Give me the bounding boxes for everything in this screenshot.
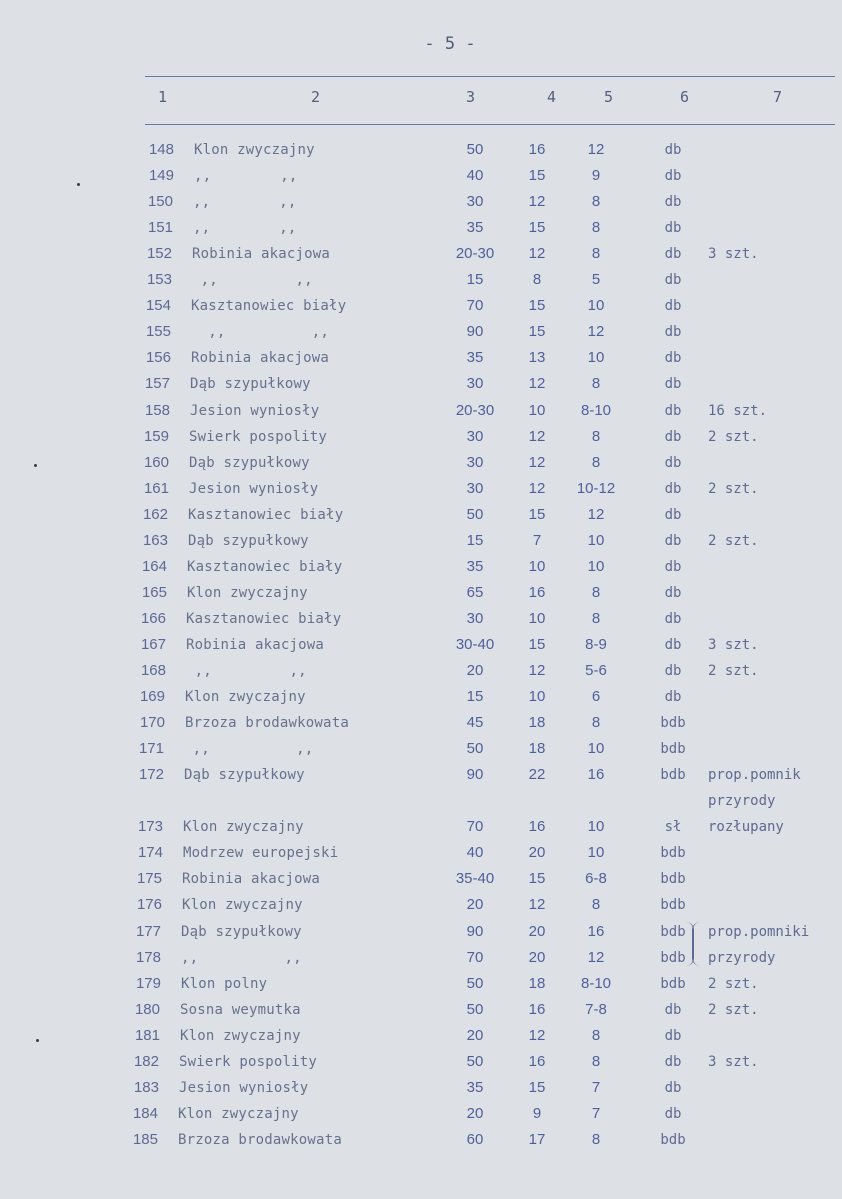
cell-c6: db (664, 402, 682, 419)
cell-c4: 13 (528, 349, 546, 367)
grouping-brace-right (692, 922, 701, 966)
cell-c6: db (664, 142, 682, 158)
table-row (0, 348, 842, 374)
cell-name: Dąb szypułkowy (189, 454, 310, 471)
table-row (0, 270, 842, 296)
table-row (0, 974, 842, 1000)
table-row (0, 1078, 842, 1104)
page-number: - 5 - (424, 34, 476, 54)
cell-c4: 15 (528, 635, 546, 653)
cell-name: Swierk pospolity (189, 428, 328, 445)
cell-c7: przyrody (708, 793, 776, 810)
cell-no: 181 (134, 1026, 160, 1044)
cell-c3: 70 (466, 297, 484, 315)
cell-no: 161 (143, 479, 169, 497)
column-header-7: 7 (773, 88, 783, 106)
table-row (0, 791, 842, 817)
cell-c3: 50 (466, 974, 484, 992)
cell-c3: 20 (466, 1026, 484, 1044)
cell-c4: 17 (528, 1130, 546, 1148)
cell-c4: 15 (528, 870, 546, 888)
cell-c5: 8 (591, 1026, 601, 1044)
cell-c4: 12 (528, 896, 546, 914)
cell-no: 166 (140, 609, 166, 627)
table-row (0, 218, 842, 244)
cell-no: 152 (146, 245, 172, 263)
cell-no: 184 (132, 1104, 158, 1122)
cell-c5: 5 (591, 271, 601, 289)
cell-c6: bdb (660, 949, 686, 966)
cell-c4: 20 (528, 844, 546, 862)
cell-c6: db (664, 506, 682, 523)
cell-c5: 8 (591, 219, 601, 237)
cell-name: Robinia akacjowa (191, 350, 330, 367)
cell-c6: bdb (660, 1131, 686, 1148)
cell-c7: przyrody (708, 949, 776, 966)
cell-name: ,, ,, (191, 324, 330, 341)
cell-c6: db (664, 246, 682, 263)
cell-c6: bdb (660, 897, 686, 914)
cell-no: 165 (141, 583, 167, 601)
cell-c5: 10-12 (576, 479, 616, 497)
cell-name: ,, ,, (181, 949, 302, 966)
cell-c6: db (664, 428, 682, 445)
cell-c4: 15 (528, 323, 546, 341)
cell-c4: 8 (532, 271, 542, 289)
cell-c4: 12 (528, 479, 546, 497)
cell-name: Klon zwyczajny (187, 584, 308, 601)
cell-c3: 35-40 (455, 870, 495, 888)
cell-no: 182 (133, 1052, 159, 1070)
cell-c7: 2 szt. (708, 532, 759, 549)
cell-c5: 16 (587, 766, 605, 784)
cell-name: Robinia akacjowa (182, 871, 321, 888)
cell-name: Sosna weymutka (180, 1001, 301, 1018)
table-row (0, 817, 842, 843)
top-rule (145, 76, 835, 77)
paper-speck (77, 183, 80, 186)
cell-name: ,, ,, (194, 168, 298, 185)
cell-name: Robinia akacjowa (186, 636, 325, 653)
cell-c7: prop.pomnik (708, 767, 801, 784)
cell-c3: 20 (466, 896, 484, 914)
table-row (0, 687, 842, 713)
cell-c5: 6-8 (585, 870, 607, 888)
table-row (0, 322, 842, 348)
table-row (0, 635, 842, 661)
cell-c7: 2 szt. (708, 480, 759, 497)
cell-c7: rozłupany (708, 819, 784, 836)
cell-c4: 16 (528, 1052, 546, 1070)
cell-c3: 30 (466, 479, 484, 497)
table-row (0, 401, 842, 427)
table-row (0, 427, 842, 453)
table-row (0, 843, 842, 869)
cell-c6: db (664, 584, 682, 601)
cell-c4: 18 (528, 714, 546, 732)
cell-no: 176 (136, 896, 162, 914)
cell-name: Jesion wyniosły (190, 402, 320, 419)
cell-name: Jesion wyniosły (179, 1079, 309, 1096)
cell-c4: 15 (528, 297, 546, 315)
cell-c6: db (664, 168, 682, 185)
table-row (0, 192, 842, 218)
cell-c3: 50 (466, 740, 484, 758)
cell-name: Klon zwyczajny (178, 1105, 299, 1122)
header-rule (145, 124, 835, 125)
cell-c3: 50 (466, 1000, 484, 1018)
cell-c6: db (664, 1053, 682, 1070)
cell-c6: db (664, 194, 682, 211)
cell-c5: 8 (591, 193, 601, 211)
cell-c3: 30-40 (455, 635, 495, 653)
cell-c3: 70 (466, 818, 484, 836)
cell-c4: 10 (528, 401, 546, 419)
cell-c3: 40 (466, 167, 484, 185)
cell-c5: 12 (587, 141, 605, 158)
cell-no: 168 (140, 662, 166, 679)
cell-no: 183 (133, 1078, 159, 1096)
cell-name: Dąb szypułkowy (184, 767, 305, 784)
cell-no: 151 (147, 219, 173, 237)
cell-c6: bdb (660, 741, 686, 758)
cell-no: 153 (146, 271, 172, 289)
cell-c3: 20 (466, 662, 484, 679)
table-row (0, 557, 842, 583)
cell-no: 179 (135, 974, 161, 992)
cell-c6: db (664, 272, 682, 289)
cell-c6: db (664, 376, 682, 393)
cell-name: Klon zwyczajny (180, 1027, 301, 1044)
cell-c7: 16 szt. (708, 402, 768, 419)
paper-speck (36, 1039, 39, 1042)
cell-c6: db (664, 324, 682, 341)
column-header-1: 1 (158, 88, 168, 106)
column-header-2: 2 (311, 88, 321, 106)
cell-c6: db (664, 558, 682, 575)
cell-c5: 8 (591, 427, 601, 445)
table-row (0, 765, 842, 791)
cell-c5: 8 (591, 375, 601, 393)
cell-c5: 12 (587, 505, 605, 523)
cell-name: Klon zwyczajny (194, 142, 315, 158)
cell-c5: 8 (591, 583, 601, 601)
cell-c3: 30 (466, 427, 484, 445)
table-row (0, 583, 842, 609)
cell-c5: 10 (587, 349, 605, 367)
cell-c6: bdb (660, 767, 686, 784)
table-row (0, 140, 842, 166)
cell-no: 178 (135, 948, 161, 966)
cell-c4: 16 (528, 818, 546, 836)
cell-c3: 45 (466, 714, 484, 732)
cell-c6: db (664, 454, 682, 471)
cell-c5: 7-8 (585, 1000, 607, 1018)
cell-c4: 12 (528, 1026, 546, 1044)
cell-c5: 6 (591, 688, 601, 706)
cell-name: Dąb szypułkowy (181, 923, 302, 940)
column-header-5: 5 (604, 88, 614, 106)
cell-c6: db (664, 1027, 682, 1044)
cell-c4: 15 (528, 219, 546, 237)
cell-c7: 2 szt. (708, 663, 759, 679)
cell-name: Kasztanowiec biały (188, 506, 344, 523)
cell-c4: 10 (528, 688, 546, 706)
cell-no: 163 (142, 531, 168, 549)
table-row (0, 479, 842, 505)
cell-c4: 15 (528, 505, 546, 523)
cell-c4: 12 (528, 193, 546, 211)
cell-no: 158 (144, 401, 170, 419)
cell-c5: 10 (587, 844, 605, 862)
cell-c3: 90 (466, 922, 484, 940)
cell-c6: db (664, 663, 682, 679)
cell-name: Kasztanowiec biały (187, 558, 343, 575)
cell-c6: db (664, 1105, 682, 1122)
table-row (0, 869, 842, 895)
cell-c5: 8 (591, 1130, 601, 1148)
table-row (0, 739, 842, 765)
cell-c5: 8-10 (580, 974, 612, 992)
cell-name: Modrzew europejski (183, 845, 339, 862)
cell-c3: 40 (466, 844, 484, 862)
cell-no: 172 (138, 766, 164, 784)
cell-c3: 90 (466, 766, 484, 784)
cell-no: 150 (147, 193, 173, 211)
cell-c6: db (664, 480, 682, 497)
table-row (0, 1026, 842, 1052)
cell-c3: 15 (466, 688, 484, 706)
cell-c6: bdb (660, 845, 686, 862)
cell-c3: 20-30 (455, 245, 495, 263)
cell-name: Dąb szypułkowy (190, 376, 311, 393)
table-row (0, 922, 842, 948)
cell-c3: 50 (466, 1052, 484, 1070)
cell-c3: 30 (466, 453, 484, 471)
cell-name: Klon polny (181, 975, 268, 992)
cell-no: 175 (136, 870, 162, 888)
cell-c5: 7 (591, 1104, 601, 1122)
cell-c3: 20-30 (455, 401, 495, 419)
cell-c3: 50 (466, 505, 484, 523)
cell-c5: 8 (591, 609, 601, 627)
cell-name: ,, ,, (193, 220, 297, 237)
cell-no: 171 (138, 740, 164, 758)
cell-c3: 65 (466, 583, 484, 601)
cell-no: 149 (148, 167, 174, 185)
cell-c3: 35 (466, 219, 484, 237)
cell-c5: 8 (591, 714, 601, 732)
cell-c4: 12 (528, 453, 546, 471)
cell-no: 155 (145, 323, 171, 341)
cell-no: 173 (137, 818, 163, 836)
cell-c4: 10 (528, 557, 546, 575)
cell-c4: 12 (528, 375, 546, 393)
cell-name: ,, ,, (193, 194, 297, 211)
cell-c6: db (664, 1001, 682, 1018)
cell-c3: 30 (466, 375, 484, 393)
table-row (0, 166, 842, 192)
table-row (0, 895, 842, 921)
cell-name: ,, ,, (192, 272, 313, 289)
table-row (0, 453, 842, 479)
cell-c5: 9 (591, 167, 601, 185)
cell-c7: 2 szt. (708, 975, 759, 992)
cell-name: Brzoza brodawkowata (178, 1131, 342, 1148)
cell-name: Robinia akacjowa (192, 246, 331, 263)
cell-c3: 30 (466, 609, 484, 627)
table-row (0, 374, 842, 400)
cell-name: Klon zwyczajny (182, 897, 303, 914)
cell-c7: 3 szt. (708, 636, 759, 653)
cell-c6: db (664, 350, 682, 367)
table-row (0, 609, 842, 635)
cell-c4: 10 (528, 609, 546, 627)
cell-c4: 16 (528, 583, 546, 601)
cell-c4: 7 (532, 531, 542, 549)
cell-c7: 2 szt. (708, 428, 759, 445)
cell-c3: 30 (466, 193, 484, 211)
cell-c4: 20 (528, 948, 546, 966)
cell-c6: bdb (660, 975, 686, 992)
cell-no: 169 (139, 688, 165, 706)
cell-no: 160 (143, 453, 169, 471)
cell-c4: 22 (528, 766, 546, 784)
cell-no: 148 (148, 141, 174, 158)
cell-c4: 12 (528, 662, 546, 679)
cell-no: 157 (144, 375, 170, 393)
cell-c4: 15 (528, 167, 546, 185)
table-row (0, 1130, 842, 1156)
table-row (0, 505, 842, 531)
cell-no: 159 (143, 427, 169, 445)
cell-c4: 15 (528, 1078, 546, 1096)
cell-c3: 15 (466, 531, 484, 549)
cell-c5: 7 (591, 1078, 601, 1096)
cell-no: 167 (140, 635, 166, 653)
cell-c6: db (664, 1079, 682, 1096)
cell-c6: db (664, 220, 682, 237)
cell-no: 185 (132, 1130, 158, 1148)
cell-c3: 35 (466, 349, 484, 367)
cell-c6: db (664, 636, 682, 653)
cell-no: 164 (141, 557, 167, 575)
cell-name: Dąb szypułkowy (188, 532, 309, 549)
cell-c3: 20 (466, 1104, 484, 1122)
cell-c5: 12 (587, 948, 605, 966)
cell-no: 170 (139, 714, 165, 732)
cell-c5: 8 (591, 453, 601, 471)
cell-c4: 16 (528, 1000, 546, 1018)
cell-c5: 16 (587, 922, 605, 940)
column-header-4: 4 (547, 88, 557, 106)
cell-c3: 50 (466, 141, 484, 158)
cell-no: 177 (135, 922, 161, 940)
cell-c5: 12 (587, 323, 605, 341)
cell-c4: 18 (528, 974, 546, 992)
table-row (0, 244, 842, 270)
cell-name: Kasztanowiec biały (191, 298, 347, 315)
cell-c5: 8-10 (580, 401, 612, 419)
cell-c5: 10 (587, 740, 605, 758)
cell-c5: 8 (591, 245, 601, 263)
cell-c3: 60 (466, 1130, 484, 1148)
cell-c7: 3 szt. (708, 246, 759, 263)
cell-name: Klon zwyczajny (185, 689, 306, 706)
cell-c5: 10 (587, 531, 605, 549)
cell-no: 154 (145, 297, 171, 315)
cell-name: ,, ,, (186, 663, 307, 679)
cell-c6: db (664, 610, 682, 627)
cell-c3: 35 (466, 557, 484, 575)
cell-c6: bdb (660, 871, 686, 888)
cell-c7: prop.pomniki (708, 923, 810, 940)
cell-name: Jesion wyniosły (189, 480, 319, 497)
cell-no: 174 (137, 844, 163, 862)
cell-no: 180 (134, 1000, 160, 1018)
cell-name: ,, ,, (184, 741, 314, 758)
cell-c6: db (664, 298, 682, 315)
column-header-6: 6 (680, 88, 690, 106)
cell-name: Kasztanowiec biały (186, 610, 342, 627)
table-row (0, 948, 842, 974)
paper-speck (34, 464, 37, 467)
cell-c3: 35 (466, 1078, 484, 1096)
cell-name: Brzoza brodawkowata (185, 715, 349, 732)
table-row (0, 661, 842, 687)
cell-c3: 70 (466, 948, 484, 966)
cell-c4: 16 (528, 141, 546, 158)
cell-c5: 10 (587, 557, 605, 575)
cell-c6: bdb (660, 715, 686, 732)
cell-c6: db (664, 689, 682, 706)
cell-c5: 8 (591, 1052, 601, 1070)
cell-c3: 15 (466, 271, 484, 289)
cell-no: 156 (145, 349, 171, 367)
table-row (0, 531, 842, 557)
cell-c4: 12 (528, 427, 546, 445)
cell-c4: 12 (528, 245, 546, 263)
table-row (0, 1000, 842, 1026)
cell-c6: db (664, 532, 682, 549)
column-header-3: 3 (466, 88, 476, 106)
table-row (0, 1052, 842, 1078)
cell-c6: sł (664, 819, 682, 836)
table-row (0, 1104, 842, 1130)
cell-name: Swierk pospolity (179, 1053, 318, 1070)
cell-c5: 10 (587, 818, 605, 836)
cell-c4: 9 (532, 1104, 542, 1122)
cell-c4: 20 (528, 922, 546, 940)
table-row (0, 713, 842, 739)
cell-c5: 5-6 (585, 662, 607, 679)
cell-c7: 3 szt. (708, 1053, 759, 1070)
table-row (0, 296, 842, 322)
cell-c6: bdb (660, 923, 686, 940)
cell-c4: 18 (528, 740, 546, 758)
cell-c5: 10 (587, 297, 605, 315)
cell-c5: 8-9 (585, 635, 607, 653)
cell-name: Klon zwyczajny (183, 819, 304, 836)
cell-c5: 8 (591, 896, 601, 914)
cell-c7: 2 szt. (708, 1001, 759, 1018)
cell-c3: 90 (466, 323, 484, 341)
cell-no: 162 (142, 505, 168, 523)
